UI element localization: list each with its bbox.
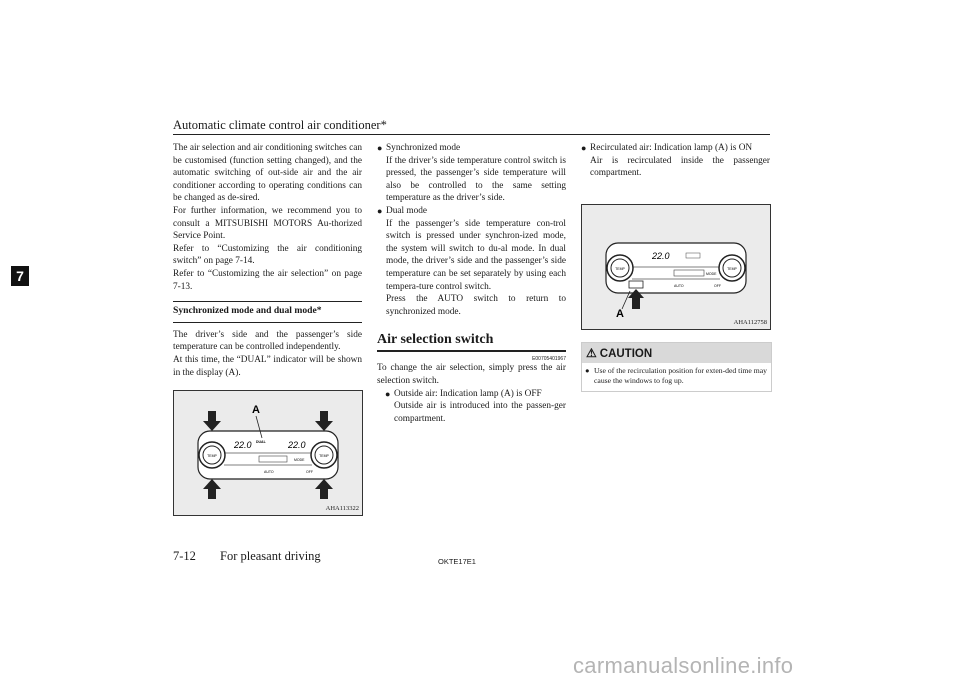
caution-header — [582, 343, 771, 363]
bullet-dot-icon: ● — [581, 143, 587, 153]
bullet-text: Air is recirculated inside the passenger compartment. — [590, 155, 770, 179]
bullet-item — [377, 205, 566, 318]
auto-button-label: AUTO — [264, 470, 274, 474]
bullet-dot-icon: ● — [377, 143, 383, 153]
paragraph: To change the air selection, simply press the air selection switch. — [377, 363, 566, 386]
arrow-down-icon — [315, 411, 333, 431]
header-rule — [173, 134, 770, 135]
bullet-text: If the passenger’s side temperature con-trol switch is pressed under synchron-ized mode, the system will switch to du-al mode. In dual mode, the driver’s side and the passenger’s side temperature can be set separately by using each tempera-ture control switch. — [386, 218, 566, 292]
knob-temp-label-left: TEMP — [615, 267, 625, 271]
display-temp: 22.0 — [652, 251, 670, 261]
mode-button-label: MODE — [294, 458, 305, 462]
bullet-dot-icon: ● — [585, 366, 590, 375]
mode-button-label: MODE — [706, 272, 717, 276]
figure-code: AHA112758 — [733, 319, 767, 326]
climate-panel-figure-recirculation — [581, 204, 771, 330]
bullet-text: If the driver’s side temperature control switch is pressed, the passenger’s side temperature will also be controlled to the same setting temperature as the driver’s side. — [386, 155, 566, 204]
column-1 — [173, 142, 362, 379]
climate-panel-illustration — [582, 205, 770, 329]
paragraph: Refer to “Customizing the air selection” on page 7-13. — [173, 268, 362, 292]
caution-body — [582, 363, 771, 385]
bullet-dot-icon: ● — [385, 388, 391, 399]
display-dual-indicator: DUAL — [256, 440, 266, 444]
off-button-label: OFF — [714, 284, 721, 288]
footer-document-code: OKTE17E1 — [438, 557, 476, 566]
column-2 — [377, 142, 566, 425]
page-header-title: Automatic climate control air conditioner* — [173, 118, 387, 132]
subheading: Synchronized mode and dual mode* — [173, 301, 362, 323]
bullet-title: Dual mode — [386, 205, 428, 216]
knob-temp-label-left: TEMP — [207, 454, 217, 458]
paragraph: For further information, we recommend you to consult a MITSUBISHI MOTORS Au-thorized Service Point. — [173, 205, 362, 242]
bullet-item — [377, 142, 566, 205]
footer-page-number: 7-12 — [173, 549, 196, 563]
section-header — [377, 332, 566, 363]
footer-section-name: For pleasant driving — [220, 549, 321, 563]
arrow-up-icon — [203, 479, 221, 499]
bullet-title: Outside air: Indication lamp (A) is OFF — [394, 388, 542, 399]
caution-text: Use of the recirculation position for exten-ded time may cause the windows to fog up. — [594, 366, 767, 385]
climate-panel-illustration — [174, 391, 362, 515]
arrow-down-icon — [203, 411, 221, 431]
caution-box — [581, 342, 772, 392]
watermark: carmanualsonline.info — [573, 653, 794, 678]
bullet-text: Press the AUTO switch to return to synchronized mode. — [386, 294, 566, 317]
warning-triangle-icon: ⚠ — [586, 346, 597, 360]
bullet-item — [385, 388, 566, 426]
display-left-temp: 22.0 — [234, 440, 252, 450]
chapter-tab: 7 — [11, 266, 29, 286]
paragraph: Refer to “Customizing the air conditioning switch” on page 7-14. — [173, 243, 362, 267]
section-rule — [377, 350, 566, 363]
arrow-up-icon — [315, 479, 333, 499]
off-button-label: OFF — [306, 470, 313, 474]
climate-panel-figure-dual — [173, 390, 363, 516]
caution-title: CAUTION — [599, 348, 653, 360]
callout-label-a: A — [252, 404, 260, 416]
column-3 — [581, 142, 770, 180]
section-title: Air selection switch — [377, 332, 494, 348]
bullet-title: Recirculated air: Indication lamp (A) is ON — [590, 143, 753, 153]
bullet-item — [581, 142, 770, 180]
section-code: E00705401967 — [532, 356, 566, 363]
knob-temp-label-right: TEMP — [319, 454, 329, 458]
paragraph: At this time, the “DUAL” indicator will be shown in the display (A). — [173, 354, 362, 378]
paragraph: The driver’s side and the passenger’s side temperature can be controlled independently. — [173, 329, 362, 353]
bullet-text: Outside air is introduced into the passen-ger compartment. — [394, 401, 566, 424]
bullet-title: Synchronized mode — [386, 143, 461, 153]
paragraph: The air selection and air conditioning switches can be customised (function setting changed), and the automatic switching of out-side air and the air conditioner according to operating conditions can be changed as de-sired. — [173, 143, 362, 204]
figure-code: AHA113322 — [325, 505, 359, 512]
auto-button-label: AUTO — [674, 284, 684, 288]
display-right-temp: 22.0 — [288, 440, 306, 450]
callout-label-a: A — [616, 308, 624, 320]
bullet-dot-icon: ● — [377, 205, 383, 216]
knob-temp-label-right: TEMP — [727, 267, 737, 271]
